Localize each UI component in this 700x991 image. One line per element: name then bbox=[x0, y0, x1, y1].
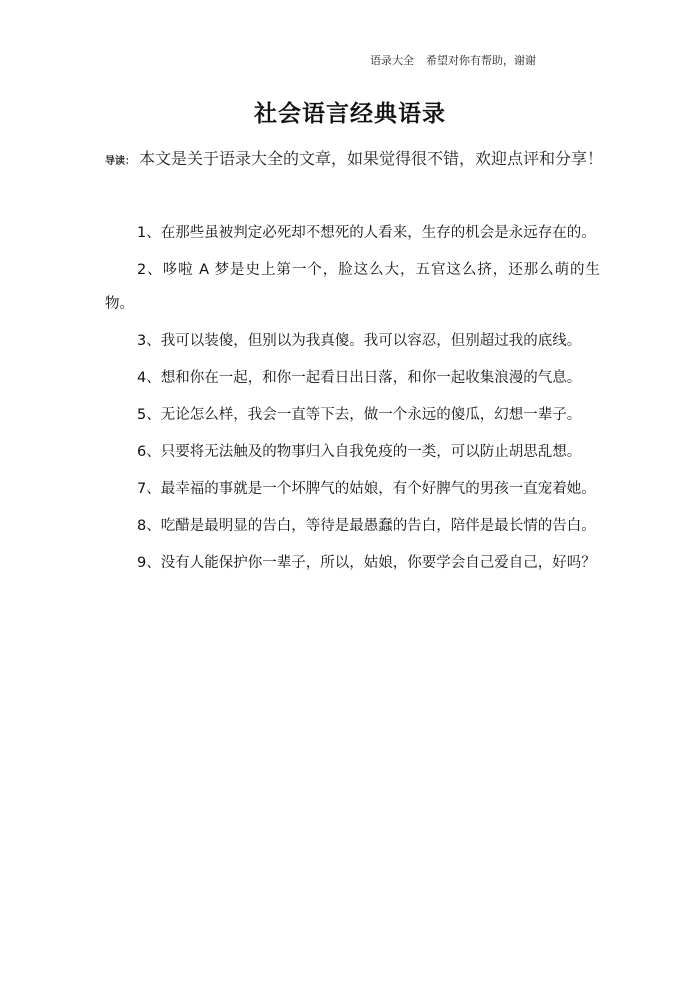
intro-paragraph bbox=[105, 143, 605, 178]
quote-item: 3、我可以装傻，但别以为我真傻。我可以容忍，但别超过我的底线。 bbox=[137, 333, 582, 349]
quote-item: 7、最幸福的事就是一个坏脾气的姑娘，有个好脾气的男孩一直宠着她。 bbox=[137, 481, 596, 497]
quote-item: 5、无论怎么样，我会一直等下去，做一个永远的傻瓜，幻想一辈子。 bbox=[137, 407, 582, 423]
intro-text: 本文是关于语录大全的文章，如果觉得很不错，欢迎点评和分享！ bbox=[139, 149, 604, 168]
quote-item: 9、没有人能保护你一辈子，所以，姑娘，你要学会自己爱自己，好吗？ bbox=[137, 555, 596, 571]
page-title: 社会语言经典语录 bbox=[254, 101, 446, 127]
quote-list bbox=[105, 216, 600, 583]
quote-item: 8、吃醋是最明显的告白，等待是最愚蠢的告白，陪伴是最长情的告白。 bbox=[137, 518, 596, 534]
quote-item: 6、只要将无法触及的物事归入自我免疫的一类，可以防止胡思乱想。 bbox=[137, 444, 582, 460]
intro-label: 导读： bbox=[105, 156, 135, 167]
header-note-left: 语录大全 bbox=[370, 54, 414, 67]
quote-item: 4、想和你在一起，和你一起看日出日落，和你一起收集浪漫的气息。 bbox=[137, 370, 582, 386]
quote-item: 1、在那些虽被判定必死却不想死的人看来，生存的机会是永远存在的。 bbox=[137, 225, 596, 241]
quote-item: 2、哆啦 A 梦是史上第一个，脸这么大，五官这么挤，还那么萌的生物。 bbox=[105, 262, 600, 312]
header-note-right: 希望对你有帮助，谢谢 bbox=[426, 54, 536, 67]
header-note bbox=[370, 52, 536, 68]
